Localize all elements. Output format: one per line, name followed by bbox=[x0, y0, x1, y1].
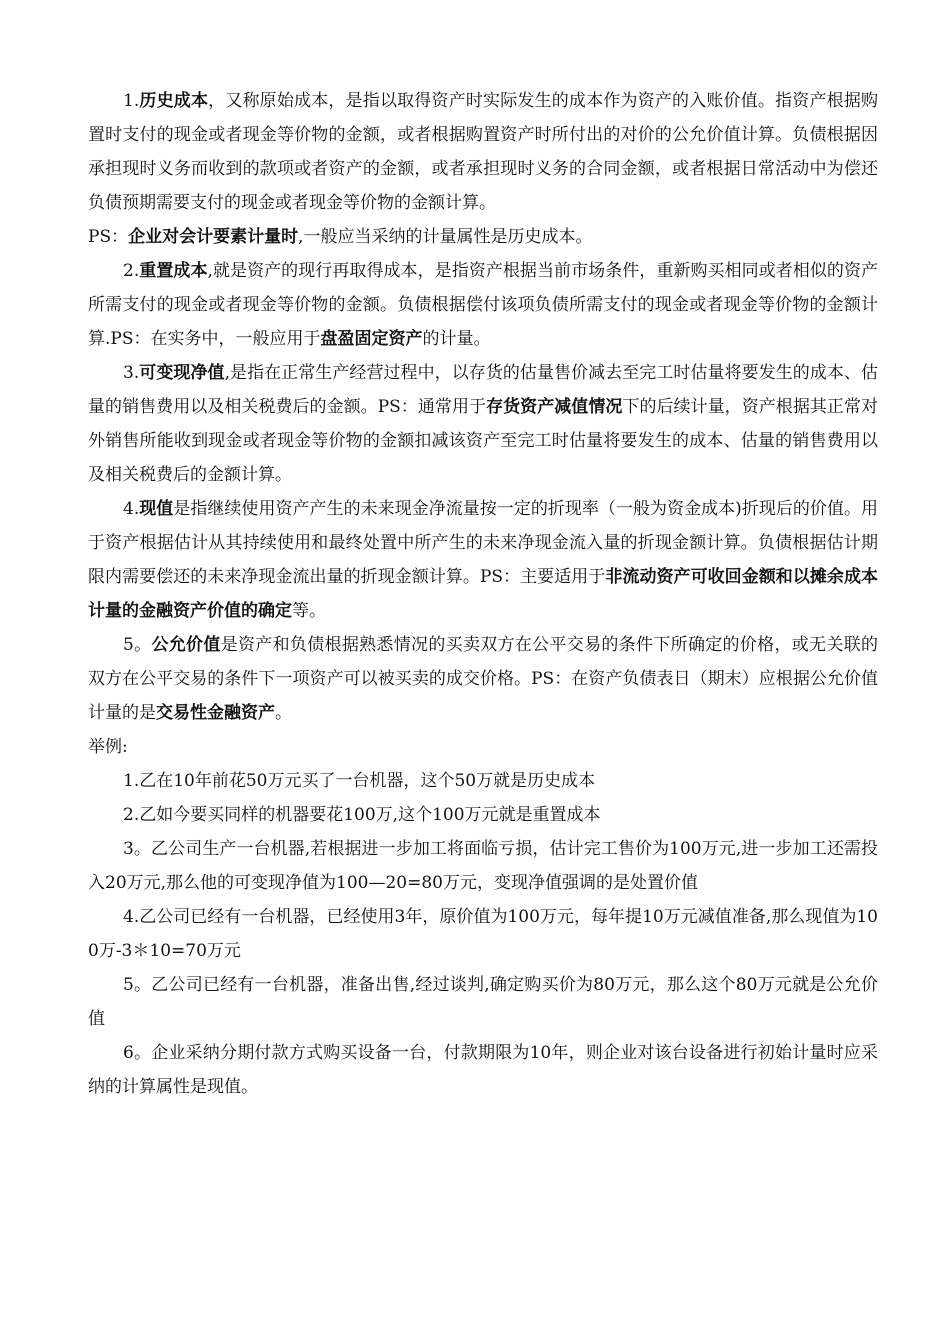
text-run: 举例: bbox=[88, 737, 128, 757]
paragraph-e6 bbox=[88, 1036, 878, 1104]
text-run: 等。 bbox=[292, 601, 326, 621]
paragraph-e3 bbox=[88, 832, 878, 900]
bold-term: 重置成本 bbox=[139, 261, 208, 281]
text-run: 。 bbox=[275, 703, 292, 723]
text-run: 是指继续使用资产产生的未来现金净流量按一定的折现率（一般为资金成本)折现后的价值。用于资产根据估计从其持续使用和最终处置中所产生的未来净现金流入量的折现金额计算。负债根据估计期限内需要偿还的未来净现金流出量的折现金额计算。PS：主要适用于 bbox=[88, 499, 878, 587]
bold-term: 非流动资产可收回金额和以摊余成本计量的金融资产价值的确定 bbox=[88, 567, 878, 621]
bold-term: 现值 bbox=[139, 499, 174, 519]
paragraph-p4 bbox=[88, 492, 878, 628]
text-run: 4.乙公司已经有一台机器，已经使用3年，原价值为100万元，每年提10万元减值准备,那么现值为100万-3＊10=70万元 bbox=[88, 907, 878, 961]
bold-term: 盘盈固定资产 bbox=[320, 329, 423, 349]
paragraph-e1 bbox=[88, 764, 878, 798]
text-run: 是资产和负债根据熟悉情况的买卖双方在公平交易的条件下所确定的价格，或无关联的双方在公平交易的条件下一项资产可以被买卖的成交价格。PS：在资产负债表日（期末）应根据公允价值计量的是 bbox=[88, 635, 879, 723]
text-run: 1.乙在10年前花50万元买了一台机器，这个50万就是历史成本 bbox=[123, 771, 596, 791]
text-run: 5。 bbox=[123, 635, 152, 655]
text-run: ,就是资产的现行再取得成本，是指资产根据当前市场条件，重新购买相同或者相似的资产所需支付的现金或者现金等价物的金额。负债根据偿付该项负债所需支付的现金或者现金等价物的金额计算.PS：在实务中，一般应用于 bbox=[88, 261, 879, 349]
text-run: ，又称原始成本，是指以取得资产时实际发生的成本作为资产的入账价值。指资产根据购置时支付的现金或者现金等价物的金额，或者根据购置资产时所付出的对价的公允价值计算。负债根据因承担现时义务而收到的款项或者资产的金额，或者承担现时义务的合同金额，或者根据日常活动中为偿还负债预期需要支付的现金或者现金等价物的金额计算。 bbox=[88, 91, 879, 213]
text-run: 5。乙公司已经有一台机器，准备出售,经过谈判,确定购买价为80万元，那么这个80万元就是公允价值 bbox=[88, 975, 878, 1029]
paragraph-p1ps bbox=[88, 220, 878, 254]
text-run: 6。企业采纳分期付款方式购买设备一台，付款期限为10年，则企业对该台设备进行初始计量时应采纳的计算属性是现值。 bbox=[88, 1043, 878, 1097]
paragraph-e5 bbox=[88, 968, 878, 1036]
paragraph-p3 bbox=[88, 356, 878, 492]
paragraph-e4 bbox=[88, 900, 878, 968]
paragraph-e2 bbox=[88, 798, 878, 832]
text-run: PS： bbox=[88, 227, 129, 247]
text-run: ,是指在正常生产经营过程中，以存货的估量售价减去至完工时估量将要发生的成本、估量的销售费用以及相关税费后的金额。PS：通常用于 bbox=[88, 363, 879, 417]
text-run: ,一般应当采纳的计量属性是历史成本。 bbox=[298, 227, 593, 247]
paragraph-ex bbox=[88, 730, 878, 764]
paragraph-p2 bbox=[88, 254, 878, 356]
bold-term: 存货资产减值情况 bbox=[486, 397, 623, 417]
text-run: 的计量。 bbox=[422, 329, 491, 349]
document-body bbox=[88, 84, 878, 1104]
text-run: 2.乙如今要买同样的机器要花100万,这个100万元就是重置成本 bbox=[123, 805, 601, 825]
bold-term: 公允价值 bbox=[151, 635, 221, 655]
bold-term: 可变现净值 bbox=[139, 363, 225, 383]
text-run: 3. bbox=[123, 363, 140, 383]
paragraph-p1 bbox=[88, 84, 878, 220]
text-run: 3。乙公司生产一台机器,若根据进一步加工将面临亏损，估计完工售价为100万元,进一步加工还需投入20万元,那么他的可变现净值为100—20=80万元，变现净值强调的是处置价值 bbox=[88, 839, 878, 893]
text-run: 4. bbox=[123, 499, 140, 519]
text-run: 下的后续计量，资产根据其正常对外销售所能收到现金或者现金等价物的金额扣减该资产至完工时估量将要发生的成本、估量的销售费用以及相关税费后的金额计算。 bbox=[88, 397, 878, 485]
text-run: 1. bbox=[123, 91, 140, 111]
bold-term: 历史成本 bbox=[139, 91, 209, 111]
bold-term: 企业对会计要素计量时 bbox=[128, 227, 299, 247]
paragraph-p5 bbox=[88, 628, 878, 730]
text-run: 2. bbox=[123, 261, 140, 281]
bold-term: 交易性金融资产 bbox=[156, 703, 275, 723]
